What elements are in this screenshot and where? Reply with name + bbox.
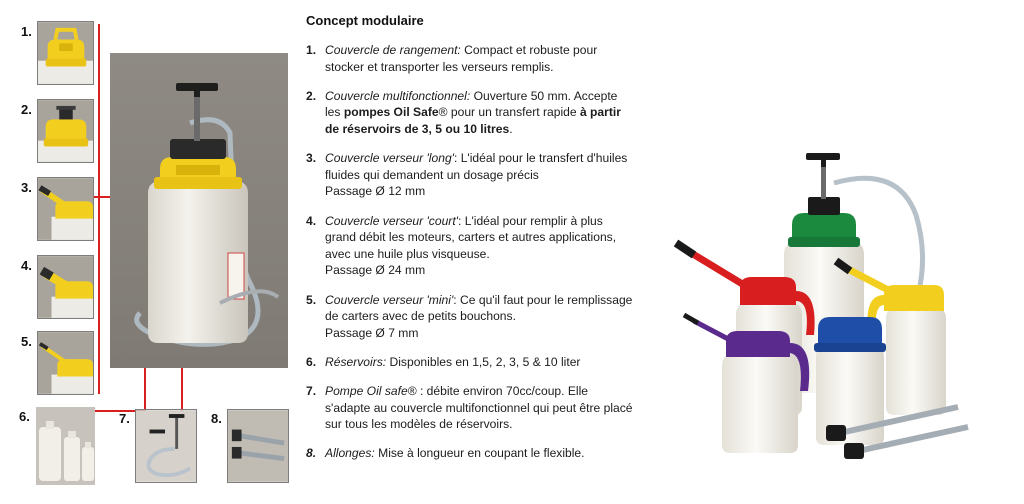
feature-item-4: [306, 213, 636, 279]
item-label: Réservoirs:: [325, 354, 387, 369]
thumb-number-1: 1.: [21, 24, 32, 39]
assembled-pump-photo: [110, 53, 288, 368]
feature-item-5: [306, 292, 636, 342]
item-text: : Ce qu'il faut pour le remplissage de carters avec de petits bouchons.: [325, 292, 633, 324]
long-spout-image: [38, 178, 93, 240]
thumb-number-5: 5.: [21, 334, 32, 349]
item-text-part-1: Ouverture 50 mm. Accepte les: [325, 88, 618, 120]
product-range-image: [668, 145, 974, 467]
item-text: Mise à longueur en coupant le flexible.: [374, 446, 585, 461]
thumb-pump: [135, 409, 197, 483]
item-number: 1.: [306, 43, 317, 57]
feature-item-3: [306, 150, 636, 200]
item-number: 2.: [306, 88, 317, 103]
item-number: 6.: [306, 354, 317, 369]
item-bold-pumps: pompes Oil Safe: [343, 105, 439, 120]
item-passage: Passage Ø 24 mm: [325, 263, 426, 278]
thumb-reservoirs: [36, 407, 95, 485]
thumb-number-7: 7.: [119, 411, 130, 426]
thumb-long-spout: [37, 177, 94, 241]
item-label: Couvercle multifonctionnel:: [325, 88, 471, 103]
item-text: : L'idéal pour remplir à plus grand débit les moteurs, carters et autres applications, avec une huile plus visqueuse.: [325, 213, 617, 261]
thumb-number-3: 3.: [21, 180, 32, 195]
feature-item-7: [306, 383, 636, 433]
thumb-multifunction-lid: [37, 99, 94, 163]
feature-item-6: [306, 354, 636, 371]
item-text-part-2: ® pour un transfert rapide: [438, 105, 580, 120]
features-list: [306, 13, 636, 475]
thumb-short-spout: [37, 255, 94, 319]
item-number: 3.: [306, 151, 317, 166]
thumb-number-2: 2.: [21, 102, 32, 117]
item-number: 4.: [306, 213, 317, 228]
item-label: Couvercle verseur 'court': [325, 213, 458, 228]
assembled-pump-image: [110, 53, 288, 368]
feature-item-1: [306, 42, 636, 75]
reservoirs-image: [36, 407, 95, 485]
thumb-number-4: 4.: [21, 258, 32, 273]
thumb-number-8: 8.: [211, 411, 222, 426]
section-title: Concept modulaire: [306, 13, 424, 28]
product-range-photo: [668, 145, 974, 467]
item-text: : débite environ 70cc/coup. Elle s'adapte au couvercle multifonctionnel qui peut être placé sur tous les modèles de réservoirs.: [325, 384, 633, 432]
multifunction-lid-image: [38, 100, 93, 162]
item-label: Couvercle verseur 'long': [325, 151, 454, 166]
item-label: Couvercle de rangement:: [325, 43, 461, 57]
item-text: Compact et robuste pour stocker et transporter les verseurs remplis.: [325, 43, 598, 74]
item-passage: Passage Ø 7 mm: [325, 325, 419, 340]
feature-item-2: [306, 88, 636, 138]
connector-line-vertical: [98, 24, 100, 394]
item-number: 5.: [306, 292, 317, 307]
item-label: Couvercle verseur 'mini': [325, 292, 454, 307]
item-label: Pompe Oil safe®: [325, 384, 417, 399]
item-label: Allonges:: [325, 446, 375, 461]
thumb-mini-spout: [37, 331, 94, 395]
item-number: 8.: [306, 446, 317, 461]
thumb-number-6: 6.: [19, 409, 30, 424]
item-passage: Passage Ø 12 mm: [325, 184, 426, 199]
item-text: Disponibles en 1,5, 2, 3, 5 & 10 liter: [386, 354, 581, 369]
item-number: 7.: [306, 384, 317, 399]
item-text-part-3: .: [509, 121, 513, 136]
thumb-storage-lid: [37, 21, 94, 85]
item-bold-reservoirs: à partir de réservoirs de 3, 5 ou 10 litres: [325, 105, 621, 136]
thumb-extension-hoses: [227, 409, 289, 483]
extension-hoses-image: [228, 410, 288, 482]
item-text: : L'idéal pour le transfert d'huiles fluides qui demandent un dosage précis: [325, 151, 628, 182]
feature-item-8: [306, 445, 636, 462]
storage-lid-image: [38, 22, 93, 84]
short-spout-image: [38, 256, 93, 318]
mini-spout-image: [38, 332, 93, 394]
pump-image: [136, 410, 196, 482]
